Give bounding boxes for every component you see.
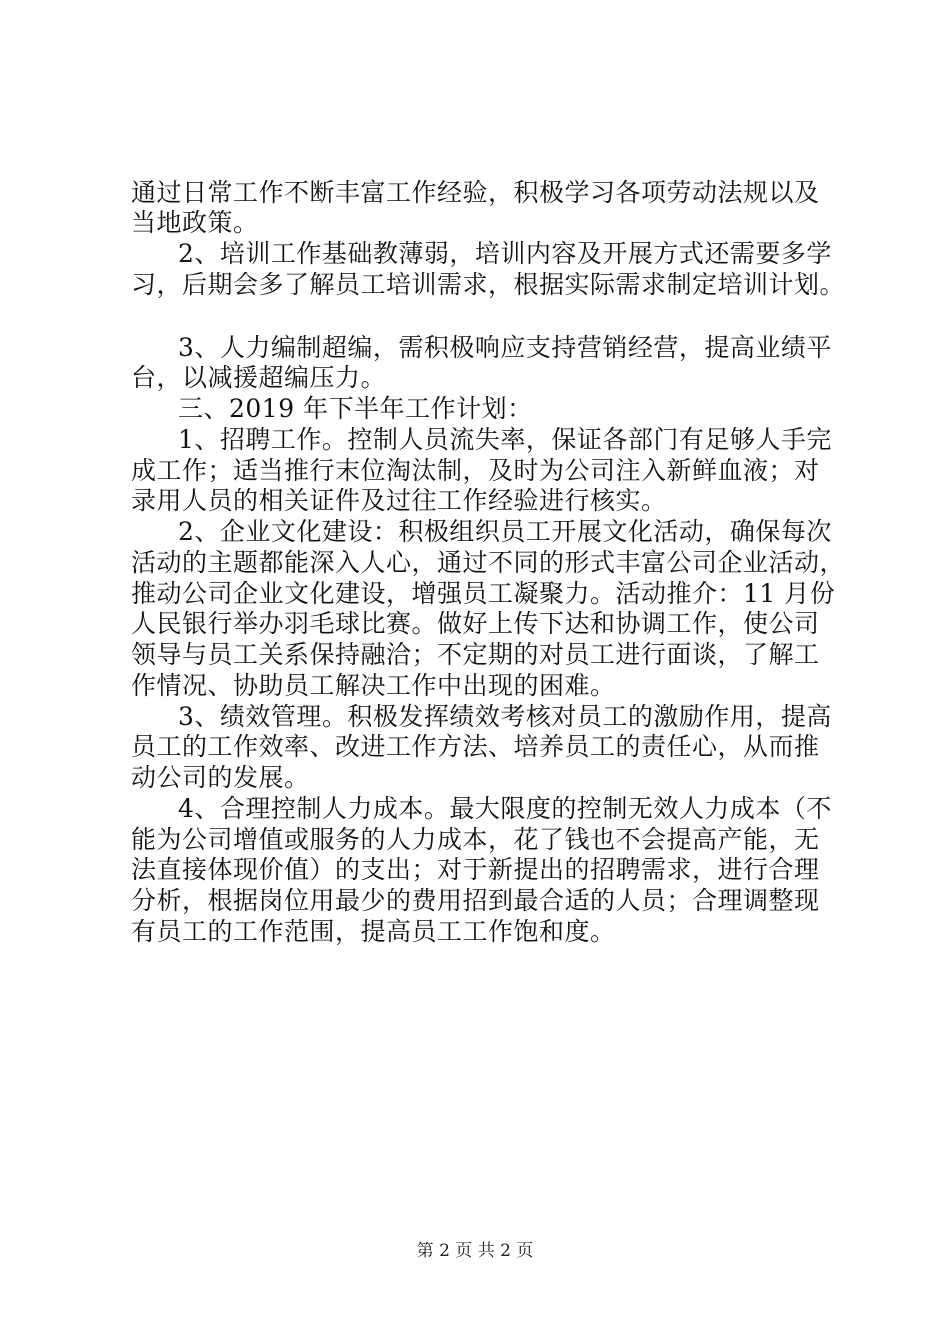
text-line: 4、合理控制人力成本。最大限度的控制无效人力成本（不 [178, 794, 832, 823]
text-line: 法直接体现价值）的支出；对于新提出的招聘需求，进行合理 [131, 855, 820, 884]
text-line: 人民银行举办羽毛球比赛。做好上传下达和协调工作，使公司 [131, 609, 820, 638]
text-line: 有员工的工作范围，提高员工工作饱和度。 [131, 917, 616, 946]
text-line: 录用人员的相关证件及过往工作经验进行核实。 [131, 486, 667, 515]
text-line: 习，后期会多了解员工培训需求，根据实际需求制定培训计划。 [131, 270, 846, 299]
text-line: 领导与员工关系保持融洽；不定期的对员工进行面谈，了解工 [131, 640, 820, 669]
text-line: 通过日常工作不断丰富工作经验，积极学习各项劳动法规以及 [131, 178, 820, 207]
text-line: 作情况、协助员工解决工作中出现的困难。 [131, 671, 616, 700]
text-line: 3、人力编制超编，需积极响应支持营销经营，提高业绩平 [178, 333, 832, 362]
text-line: 3、绩效管理。积极发挥绩效考核对员工的激励作用，提高 [178, 702, 832, 731]
text-line: 动公司的发展。 [131, 763, 310, 792]
text-line: 推动公司企业文化建设，增强员工凝聚力。活动推介：11 月份 [131, 579, 836, 608]
text-line: 1、招聘工作。控制人员流失率，保证各部门有足够人手完 [178, 425, 832, 454]
text-line: 2、企业文化建设：积极组织员工开展文化活动，确保每次 [178, 517, 832, 546]
text-line: 当地政策。 [131, 208, 259, 237]
page-number-footer: 第 2 页 共 2 页 [416, 1241, 534, 1261]
text-line: 能为公司增值或服务的人力成本，花了钱也不会提高产能，无 [131, 825, 820, 854]
text-line: 台，以减援超编压力。 [131, 363, 387, 392]
text-line: 成工作；适当推行末位淘汰制，及时为公司注入新鲜血液；对 [131, 456, 820, 485]
text-line: 分析，根据岗位用最少的费用招到最合适的人员；合理调整现 [131, 886, 820, 915]
text-line: 员工的工作效率、改进工作方法、培养员工的责任心，从而推 [131, 732, 820, 761]
text-line: 2、培训工作基础教薄弱，培训内容及开展方式还需要多学 [178, 239, 832, 268]
section-heading: 三、2019 年下半年工作计划： [178, 394, 533, 423]
text-line: 活动的主题都能深入人心，通过不同的形式丰富公司企业活动， [131, 548, 846, 577]
